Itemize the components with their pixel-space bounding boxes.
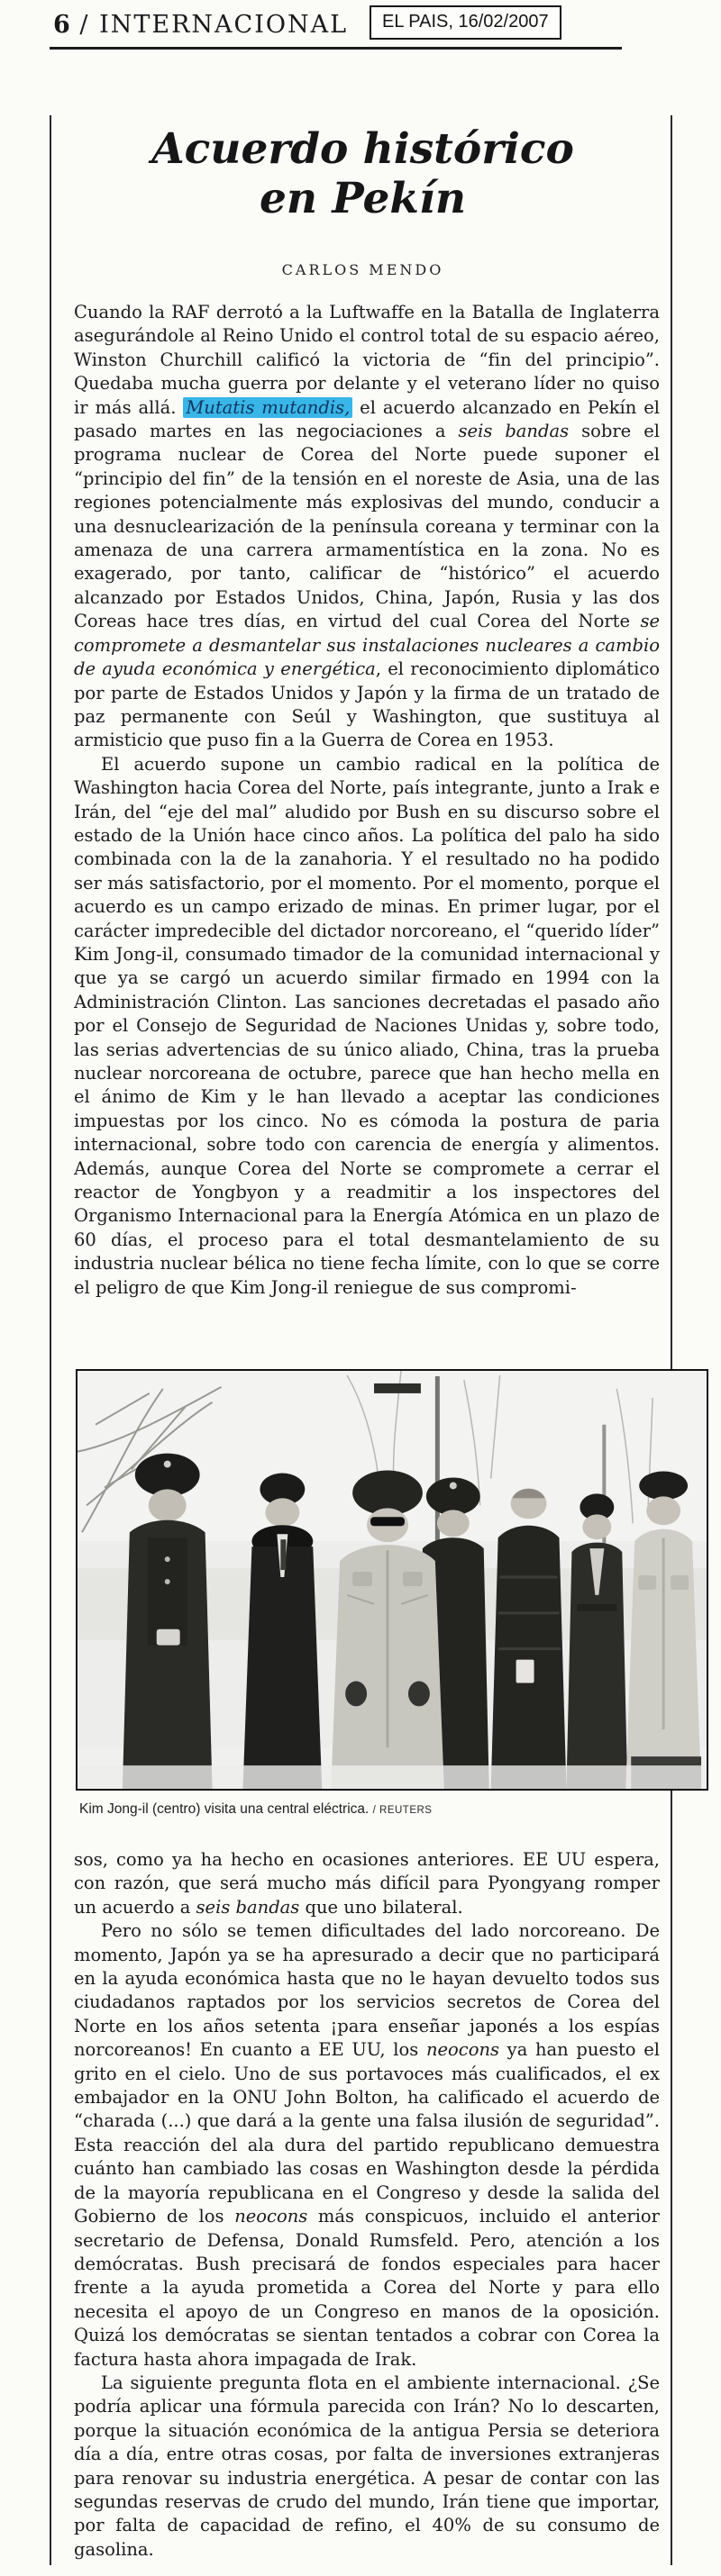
publication-date-box: EL PAIS, 16/02/2007 <box>370 5 561 40</box>
article-body-top <box>74 301 660 1353</box>
highlighted-phrase: Mutatis mutandis, <box>183 397 352 418</box>
section-separator: / <box>79 11 100 39</box>
article-paragraph: El acuerdo supone un cambio radical en la política de Washington hacia Corea del Norte, país integrante, junto a Irak e Irán, del “eje del mal” aludido por Bush en su discurso sobre el estado de la Unión hace cinco años. La política del palo ha sido combinada con la de la zanahoria. Y el resultado no ha podido ser más satisfactorio, por el momento. Por el momento, porque el acuerdo es un campo erizado de minas. En primer lugar, por el carácter impredecible del dictador norcoreano, el “querido líder” Kim Jong-il, consumado timador de la comunidad internacional y que ya se cargó un acuerdo similar firmado en 1994 con la Administración Clinton. Las sanciones decretadas el pasado año por el Consejo de Seguridad de Naciones Unidas y, sobre todo, las serias advertencias de su único aliado, China, tras la prueba nuclear norcoreana de octubre, parece que han hecho mella en el ánimo de Kim y le han llevado a aceptar las condiciones impuestas por los cinco. No es cómoda la postura de paria internacional, sobre todo con carencia de energía y alimentos. Además, aunque Corea del Norte se compromete a cerrar el reactor de Yongbyon y a readmitir a los inspectores del Organismo Internacional para la Energía Atómica en un plazo de 60 días, el proceso para el total desmantelamiento de su industria nuclear bélica no tiene fecha límite, con lo que se corre el peligro de que Kim Jong-il reniegue de sus compromi- <box>74 753 660 1298</box>
kim-jong-il-plant-visit-photo <box>76 1369 708 1791</box>
page-number: 6 <box>53 11 70 39</box>
article-title-line1: Acuerdo histórico <box>151 124 574 174</box>
photo-caption <box>79 1801 701 1818</box>
left-column-rule <box>50 115 51 2565</box>
masthead <box>50 9 671 47</box>
right-column-rule <box>671 115 672 2565</box>
article-paragraph: Pero no sólo se temen dificultades del lado norcoreano. De momento, Japón ya se ha apresurado a decir que no participará en la ayuda económica hasta que no le hayan devuelto todos sus ciudadanos raptados por los servicios secretos de Corea del Norte en los años setenta ¡para enseñar japonés a los espías norcoreanos! En cuanto a EE UU, los neocons ya han puesto el grito en el cielo. Uno de sus portavoces más cualificados, el ex embajador en la ONU John Bolton, ha calificado el acuerdo de “charada (...) que dará a la gente una falsa ilusión de seguridad”. Esta reacción del ala dura del partido republicano demuestra cuánto han cambiado las cosas en Washington desde la pérdida de la mayoría republicana en el Congreso y desde la salida del Gobierno de los neocons más conspicuos, incluido el anterior secretario de Defensa, Donald Rumsfeld. Pero, atención a los demócratas. Bush precisará de fondos especiales para hacer frente a la ayuda prometida a Corea del Norte y para ello necesita el apoyo de un Congreso en manos de la oposición. Quizá los demócratas se sientan tentados a cobrar con Corea la factura hasta ahora impagada de Irak. <box>74 1920 660 2370</box>
section-label <box>53 11 348 39</box>
article-paragraph: La siguiente pregunta flota en el ambiente internacional. ¿Se podría aplicar una fórmula parecida con Irán? No lo descarten, porque la situación económica de la antigua Persia se deteriora día a día, entre otras cosas, por falta de inversiones extranjeras para renovar su industria energética. A pesar de contar con las segundas reservas de crudo del mundo, Irán tiene que importar, por falta de capacidad de refino, el 40% de su consumo de gasolina. <box>74 2372 660 2560</box>
article-title <box>72 124 653 223</box>
photo-caption-text: Kim Jong-il (centro) visita una central eléctrica. <box>79 1801 370 1817</box>
photo-credit: / REUTERS <box>372 1805 433 1816</box>
article-title-line2: en Pekín <box>259 174 466 223</box>
article-byline: CARLOS MENDO <box>281 261 444 278</box>
article-paragraph: Cuando la RAF derrotó a la Luftwaffe en la Batalla de Inglaterra asegurándole al Reino Unido el control total de su espacio aéreo, Winston Churchill calificó la victoria de “fin del principio”. Quedaba mucha guerra por delante y el veterano líder no quiso ir más allá. Mutatis mutandis, el acuerdo alcanzado en Pekín el pasado martes en las negociaciones a seis bandas sobre el programa nuclear de Corea del Norte puede suponer el “principio del fin” de la tensión en el noreste de Asia, una de las regiones potencialmente más explosivas del mundo, conducir a una desnuclearización de la península coreana y terminar con la amenaza de una carrera armamentística en la zona. No es exagerado, por tanto, calificar de “histórico” el acuerdo alcanzado por Estados Unidos, China, Japón, Rusia y las dos Coreas hace tres días, en virtud del cual Corea del Norte se compromete a desmantelar sus instalaciones nucleares a cambio de ayuda económica y energética, el reconocimiento diplomático por parte de Estados Unidos y Japón y la firma de un tratado de paz permanente con Seúl y Washington, que sustituya al armisticio que puso fin a la Guerra de Corea en 1953. <box>74 302 660 751</box>
section-name: INTERNACIONAL <box>99 11 349 39</box>
article-body-bottom <box>74 1848 660 2569</box>
article-paragraph: sos, como ya ha hecho en ocasiones anteriores. EE UU espera, con razón, que será mucho más difícil para Pyongyang romper un acuerdo a seis bandas que uno bilateral. <box>74 1849 660 1918</box>
photo-illustration <box>78 1371 707 1789</box>
header-rule <box>50 47 622 50</box>
